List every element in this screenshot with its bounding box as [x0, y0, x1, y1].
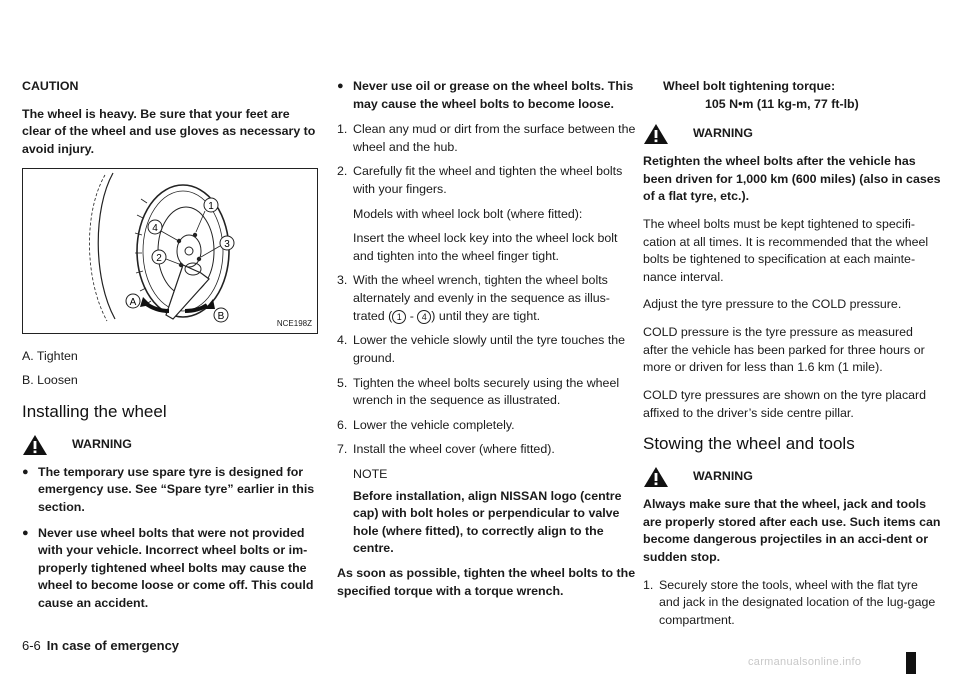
- warning-header: [22, 434, 320, 456]
- step-sub-text: Models with wheel lock bolt (where fitted):: [353, 206, 583, 221]
- warning-label: WARNING: [72, 436, 132, 451]
- warning-header: [643, 123, 941, 145]
- section-heading-stowing: Stowing the wheel and tools: [643, 434, 855, 454]
- step-item: 2. Carefully fit the wheel and tighten the wheel bolts with your fingers.: [337, 164, 623, 197]
- warning-label: WARNING: [693, 126, 753, 141]
- figure-code: NCE198Z: [276, 319, 312, 329]
- note-label: NOTE: [353, 466, 388, 481]
- svg-text:1: 1: [208, 201, 214, 213]
- torque-value: 105 N•m (11 kg-m, 77 ft-lb): [705, 96, 859, 111]
- bullet-icon: ●: [337, 80, 344, 92]
- torque-label: Wheel bolt tightening torque:: [663, 79, 836, 93]
- step-item: 5. Tighten the wheel bolts securely using the wheel wrench in the sequence as illustrated.: [337, 375, 620, 408]
- step-item: 1. Clean any mud or dirt from the surface between the wheel and the hub.: [337, 122, 636, 154]
- legend-loosen: B. Loosen: [22, 373, 78, 388]
- footer-section-title: In case of emergency: [46, 638, 180, 653]
- warning-triangle-icon: [643, 466, 669, 488]
- warning-text: Retighten the wheel bolts after the vehicle has been driven for 1,000 km (600 miles) (also in cases of a flat tyre, etc.).: [643, 154, 941, 204]
- bullet-icon: ●: [22, 526, 29, 539]
- callout-4: [148, 220, 177, 240]
- warning-header: [643, 466, 941, 488]
- warning-triangle-icon: [22, 434, 48, 456]
- step-item: 4. Lower the vehicle slowly until the tyre touches the ground.: [337, 333, 626, 365]
- warning-text: Always make sure that the wheel, jack and tools are properly stored after each use. Such items can become dangerous projectiles in an acci-dent or sudden stop.: [643, 497, 941, 565]
- svg-text:2: 2: [156, 253, 162, 265]
- bullet-item: ● Never use wheel bolts that were not provided with your vehicle. Incorrect wheel bolts or im-properly tightened wheel bolts may cause the wheel to become loose or come off. This could cause an accident.: [22, 525, 320, 613]
- step-item: 1. Securely store the tools, wheel with the flat tyre and jack in the designated location of the lug-gage compartment.: [643, 577, 936, 627]
- caution-heading: CAUTION: [22, 79, 79, 93]
- paragraph: The wheel bolts must be kept tightened to specifi-cation at all times. It is recommended that the wheel bolts be tightened to specification at each mainte-nance interval.: [643, 217, 929, 284]
- column-right: [643, 78, 941, 637]
- svg-text:4: 4: [152, 223, 158, 235]
- page-footer: [22, 637, 179, 655]
- step-sub-text: Insert the wheel lock key into the wheel lock bolt and tighten into the wheel finger tight.: [353, 231, 618, 263]
- callout-4-inline: 4: [417, 310, 431, 324]
- page-corner-mark: [906, 652, 916, 674]
- callout-A: [126, 294, 140, 308]
- svg-text:A: A: [129, 297, 137, 309]
- column-middle: [337, 78, 637, 610]
- legend-tighten: A. Tighten: [22, 349, 78, 364]
- step-item: 3. With the wheel wrench, tighten the wheel bolts alternately and evenly in the sequence as illus-trated ( 1 - 4 ) until they are tight.: [337, 273, 610, 323]
- paragraph: Adjust the tyre pressure to the COLD pressure.: [643, 297, 902, 312]
- svg-text:3: 3: [224, 239, 230, 251]
- note-text: Before installation, align NISSAN logo (centre cap) with bolt holes or perpendicular to valve hole (where fitted), to correctly align to the centre.: [353, 488, 622, 556]
- callout-B: [214, 308, 228, 322]
- caution-text: The wheel is heavy. Be sure that your feet are clear of the wheel and use gloves as necessary to avoid injury.: [22, 106, 316, 156]
- step-item: 6. Lower the vehicle completely.: [337, 417, 515, 432]
- bullet-item: ● The temporary use spare tyre is designed for emergency use. See “Spare tyre” earlier in this section.: [22, 464, 320, 517]
- svg-text:B: B: [217, 311, 225, 323]
- torque-spec: [663, 78, 941, 113]
- paragraph: COLD tyre pressures are shown on the tyre placard affixed to the driver’s side centre pillar.: [643, 387, 927, 420]
- warning-label: WARNING: [693, 469, 753, 484]
- wheel-figure: [22, 168, 318, 334]
- final-torque-text: As soon as possible, tighten the wheel bolts to the specified torque with a torque wrench.: [337, 566, 636, 598]
- watermark-text: carmanualsonline.info: [748, 656, 862, 668]
- wheel-illustration: [23, 169, 319, 335]
- page-number: 6-6: [22, 638, 41, 653]
- bullet-icon: ●: [22, 465, 29, 478]
- callout-2: [152, 250, 179, 264]
- paragraph: COLD pressure is the tyre pressure as measured after the vehicle has been parked for three hours or more or driven for less than 1.6 km (1 mile).: [643, 325, 925, 375]
- column-left: [22, 78, 320, 621]
- callout-1-inline: 1: [392, 310, 406, 324]
- section-heading-installing: Installing the wheel: [22, 401, 167, 421]
- warning-triangle-icon: [643, 123, 669, 145]
- bullet-item: ● Never use oil or grease on the wheel bolts. This may cause the wheel bolts to become loose.: [337, 78, 637, 113]
- step-item: 7. Install the wheel cover (where fitted).: [337, 442, 555, 457]
